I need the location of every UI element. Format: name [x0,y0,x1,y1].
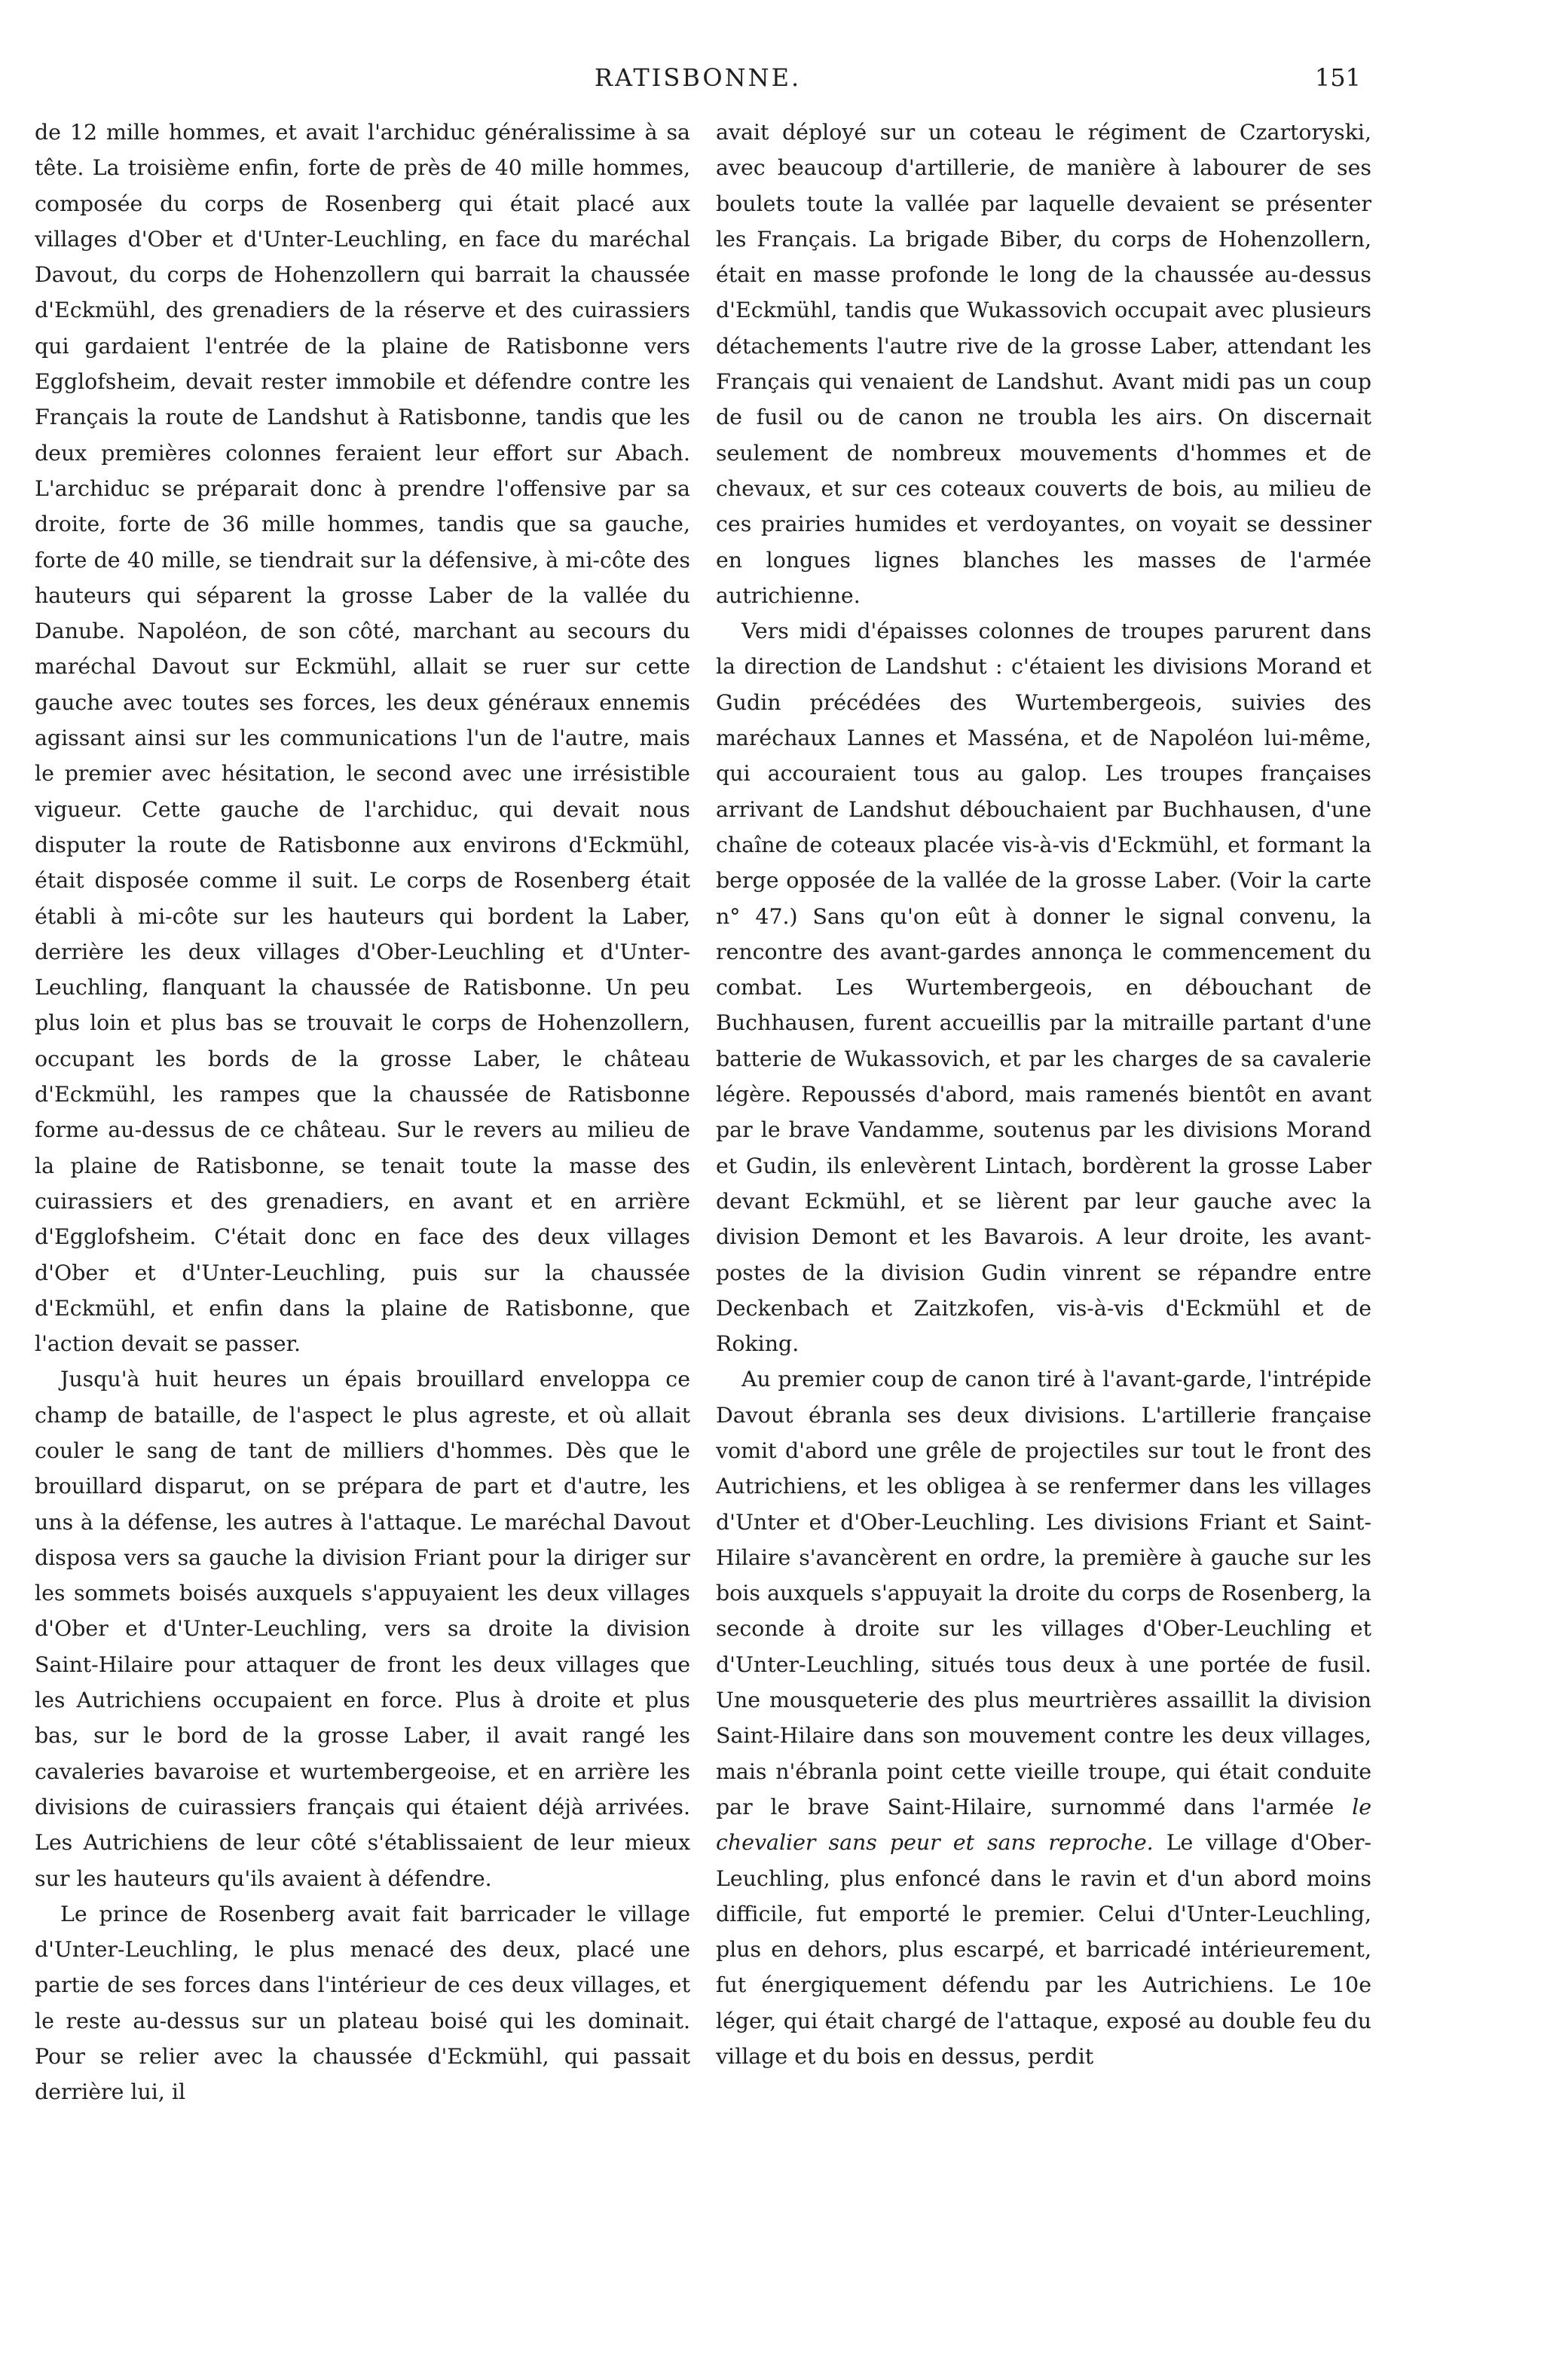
right-paragraph-2: Vers midi d'épaisses colonnes de troupes parurent dans la direction de Landshut : c'étaient les divisions Morand et Gudin précédées des Wurtembergeois, suivies des maréchaux Lannes et Masséna, et de Napoléon lui-même, qui accouraient tous au galop. Les troupes françaises arrivant de Landshut débouchaient par Buchhausen, d'une chaîne de coteaux placée vis-à-vis d'Eckmühl, et formant la berge opposée de la vallée de la grosse Laber. (Voir la carte n° 47.) Sans qu'on eût à donner le signal convenu, la rencontre des avant-gardes annonça le commencement du combat. Les Wurtembergeois, en débouchant de Buchhausen, furent accueillis par la mitraille partant d'une batterie de Wukassovich, et par les charges de sa cavalerie légère. Repoussés d'abord, mais ramenés bientôt en avant par le brave Vandamme, soutenus par les divisions Morand et Gudin, ils enlevèrent Lintach, bordèrent la grosse Laber devant Eckmühl, et se lièrent par leur gauche avec la division Demont et les Bavarois. A leur droite, les avant-postes de la division Gudin vinrent se répandre entre Deckenbach et Zaitzkofen, vis-à-vis d'Eckmühl et de Roking. [716,619,1371,1357]
right-paragraph-3-part-b: Le village d'Ober-Leuchling, plus enfoncé dans le ravin et d'un abord moins difficile, fut emporté le premier. Celui d'Unter-Leuchling, plus en dehors, plus escarpé, et barricadé intérieurement, fut énergiquement défendu par les Autrichiens. Le 10e léger, qui était chargé de l'attaque, exposé au double feu du village et du bois en dessus, perdit [716,1830,1371,2070]
left-column [35,115,690,2345]
running-title: RATISBONNE. [594,63,802,92]
page-header [35,63,1361,99]
italic-epithet: le chevalier sans peur et sans reproche. [716,1794,1371,1856]
right-paragraph-1: avait déployé sur un coteau le régiment de Czartoryski, avec beaucoup d'artillerie, de manière à labourer de ses boulets toute la vallée par laquelle devaient se présenter les Français. La brigade Biber, du corps de Hohenzollern, était en masse profonde le long de la chaussée au-dessus d'Eckmühl, tandis que Wukassovich occupait avec plusieurs détachements l'autre rive de la grosse Laber, attendant les Français qui venaient de Landshut. Avant midi pas un coup de fusil ou de canon ne troubla les airs. On discernait seulement de nombreux mouvements d'hommes et de chevaux, et sur ces coteaux couverts de bois, au milieu de ces prairies humides et verdoyantes, on voyait se dessiner en longues lignes blanches les masses de l'armée autrichienne. [716,120,1371,608]
right-paragraph-3 [716,1361,1371,2074]
right-paragraph-3-part-a: Au premier coup de canon tiré à l'avant-garde, l'intrépide Davout ébranla ses deux divisions. L'artillerie française vomit d'abord une grêle de projectiles sur tout le front des Autrichiens, et les obligea à se renfermer dans les villages d'Unter et d'Ober-Leuchling. Les divisions Friant et Saint-Hilaire s'avancèrent en ordre, la première à gauche sur les bois auxquels s'appuyait la droite du corps de Rosenberg, la seconde à droite sur les villages d'Ober-Leuchling et d'Unter-Leuchling, situés tous deux à une portée de fusil. Une mousqueterie des plus meurtrières assaillit la division Saint-Hilaire dans son mouvement contre les deux villages, mais n'ébranla point cette vieille troupe, qui était conduite par le brave Saint-Hilaire, surnommé dans l'armée [716,1367,1371,1819]
left-paragraph-1: de 12 mille hommes, et avait l'archiduc généralissime à sa tête. La troisième enfin, forte de près de 40 mille hommes, composée du corps de Rosenberg qui était placé aux villages d'Ober et d'Unter-Leuchling, en face du maréchal Davout, du corps de Hohenzollern qui barrait la chaussée d'Eckmühl, des grenadiers de la réserve et des cuirassiers qui gardaient l'entrée de la plaine de Ratisbonne vers Egglofsheim, devait rester immobile et défendre contre les Français la route de Landshut à Ratisbonne, tandis que les deux premières colonnes feraient leur effort sur Abach. L'archiduc se préparait donc à prendre l'offensive par sa droite, forte de 36 mille hommes, tandis que sa gauche, forte de 40 mille, se tiendrait sur la défensive, à mi-côte des hauteurs qui séparent la grosse Laber de la vallée du Danube. Napoléon, de son côté, marchant au secours du maréchal Davout sur Eckmühl, allait se ruer sur cette gauche avec toutes ses forces, les deux généraux ennemis agissant ainsi sur les communications l'un de l'autre, mais le premier avec hésitation, le second avec une irrésistible vigueur. Cette gauche de l'archiduc, qui devait nous disputer la route de Ratisbonne aux environs d'Eckmühl, était disposée comme il suit. Le corps de Rosenberg était établi à mi-côte sur les hauteurs qui bordent la Laber, derrière les deux villages d'Ober-Leuchling et d'Unter-Leuchling, flanquant la chaussée de Ratisbonne. Un peu plus loin et plus bas se trouvait le corps de Hohenzollern, occupant les bords de la grosse Laber, le château d'Eckmühl, les rampes que la chaussée de Ratisbonne forme au-dessus de ce château. Sur le revers au milieu de la plaine de Ratisbonne, se tenait toute la masse des cuirassiers et des grenadiers, en avant et en arrière d'Egglofsheim. C'était donc en face des deux villages d'Ober et d'Unter-Leuchling, puis sur la chaussée d'Eckmühl, et enfin dans la plaine de Ratisbonne, que l'action devait se passer. [35,120,690,1357]
left-paragraph-2: Jusqu'à huit heures un épais brouillard enveloppa ce champ de bataille, de l'aspect le plus agreste, et où allait couler le sang de tant de milliers d'hommes. Dès que le brouillard disparut, on se prépara de part et d'autre, les uns à la défense, les autres à l'attaque. Le maréchal Davout disposa vers sa gauche la division Friant pour la diriger sur les sommets boisés auxquels s'appuyaient les deux villages d'Ober et d'Unter-Leuchling, vers sa droite la division Saint-Hilaire pour attaquer de front les deux villages que les Autrichiens occupaient en force. Plus à droite et plus bas, sur le bord de la grosse Laber, il avait rangé les cavaleries bavaroise et wurtembergeoise, et en arrière les divisions de cuirassiers français qui étaient déjà arrivées. Les Autrichiens de leur côté s'établissaient de leur mieux sur les hauteurs qu'ils avaient à défendre. [35,1367,690,1891]
right-column [716,115,1371,2345]
page-number: 151 [1314,63,1361,92]
left-paragraph-3: Le prince de Rosenberg avait fait barricader le village d'Unter-Leuchling, le plus menacé des deux, placé une partie de ses forces dans l'intérieur de ces deux villages, et le reste au-dessus sur un plateau boisé qui les dominait. Pour se relier avec la chaussée d'Eckmühl, qui passait derrière lui, il [35,1901,690,2105]
